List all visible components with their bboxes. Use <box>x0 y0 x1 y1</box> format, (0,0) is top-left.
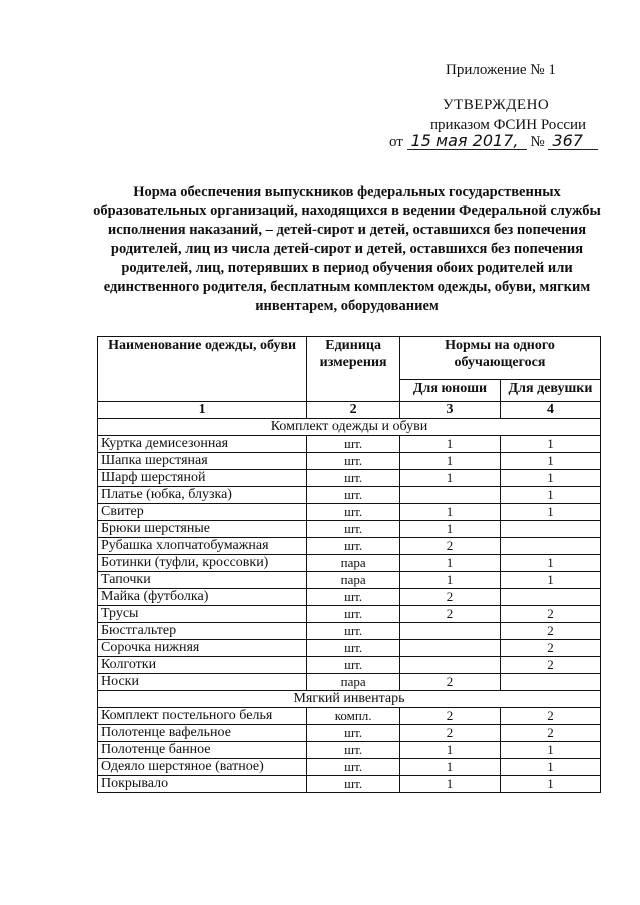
table-row <box>98 623 601 640</box>
table-row <box>98 657 601 674</box>
norm-girls <box>501 674 601 691</box>
item-name: Шарф шерстяной <box>98 470 307 487</box>
norm-girls: 1 <box>501 742 601 759</box>
table-row <box>98 776 601 793</box>
section-row-soft <box>98 691 601 708</box>
item-name: Тапочки <box>98 572 307 589</box>
item-name: Майка (футболка) <box>98 589 307 606</box>
item-unit: пара <box>307 555 400 572</box>
norm-girls: 2 <box>501 623 601 640</box>
norm-boys: 1 <box>400 521 501 538</box>
item-name: Брюки шерстяные <box>98 521 307 538</box>
header-name: Наименование одежды, обуви <box>98 337 307 402</box>
norms-table <box>97 336 601 793</box>
norm-girls: 2 <box>501 725 601 742</box>
item-unit: шт. <box>307 623 400 640</box>
appendix-label: Приложение № 1 <box>446 62 556 78</box>
item-unit: шт. <box>307 453 400 470</box>
header-girls: Для девушки <box>501 379 601 401</box>
table-row <box>98 606 601 623</box>
item-unit: шт. <box>307 657 400 674</box>
column-number: 3 <box>400 402 501 419</box>
section-title-soft: Мягкий инвентарь <box>98 691 601 708</box>
norm-girls: 2 <box>501 606 601 623</box>
norm-boys: 1 <box>400 759 501 776</box>
norm-girls: 1 <box>501 504 601 521</box>
item-unit: шт. <box>307 521 400 538</box>
norm-girls: 1 <box>501 759 601 776</box>
item-unit: шт. <box>307 589 400 606</box>
section-row-clothing <box>98 419 601 436</box>
item-unit: шт. <box>307 640 400 657</box>
item-name: Одеяло шерстяное (ватное) <box>98 759 307 776</box>
section-title-clothing: Комплект одежды и обуви <box>98 419 601 436</box>
norm-girls: 1 <box>501 453 601 470</box>
order-date-line <box>389 133 598 151</box>
header-row <box>98 337 601 380</box>
item-name: Свитер <box>98 504 307 521</box>
norm-boys <box>400 657 501 674</box>
table-row <box>98 521 601 538</box>
column-number: 4 <box>501 402 601 419</box>
item-name: Покрывало <box>98 776 307 793</box>
item-name: Бюстгальтер <box>98 623 307 640</box>
norm-boys: 2 <box>400 606 501 623</box>
item-unit: шт. <box>307 759 400 776</box>
item-unit: пара <box>307 674 400 691</box>
table-row <box>98 640 601 657</box>
norm-boys <box>400 623 501 640</box>
norm-boys: 1 <box>400 572 501 589</box>
norm-boys: 1 <box>400 742 501 759</box>
norm-boys: 1 <box>400 555 501 572</box>
item-unit: шт. <box>307 487 400 504</box>
header-boys: Для юноши <box>400 379 501 401</box>
item-name: Комплект постельного белья <box>98 708 307 725</box>
column-number-row <box>98 402 601 419</box>
norm-boys: 1 <box>400 470 501 487</box>
order-label: приказом ФСИН России <box>430 117 587 133</box>
norm-girls <box>501 589 601 606</box>
table-row <box>98 555 601 572</box>
column-number: 1 <box>98 402 307 419</box>
norm-girls: 2 <box>501 640 601 657</box>
item-unit: шт. <box>307 776 400 793</box>
table-row <box>98 504 601 521</box>
item-name: Колготки <box>98 657 307 674</box>
item-name: Сорочка нижняя <box>98 640 307 657</box>
approved-label: УТВЕРЖДЕНО <box>443 97 550 113</box>
item-unit: компл. <box>307 708 400 725</box>
item-name: Шапка шерстяная <box>98 453 307 470</box>
norm-boys: 1 <box>400 436 501 453</box>
header-norms: Нормы на одного обучающегося <box>400 337 601 380</box>
column-number: 2 <box>307 402 400 419</box>
item-unit: шт. <box>307 436 400 453</box>
header-unit: Единица измерения <box>307 337 400 402</box>
table-row <box>98 742 601 759</box>
table-row <box>98 589 601 606</box>
item-name: Ботинки (туфли, кроссовки) <box>98 555 307 572</box>
norm-girls: 1 <box>501 470 601 487</box>
table-row <box>98 538 601 555</box>
item-unit: шт. <box>307 742 400 759</box>
item-unit: шт. <box>307 470 400 487</box>
norm-girls <box>501 538 601 555</box>
approval-header <box>0 0 640 160</box>
norm-girls: 1 <box>501 436 601 453</box>
document-title: Норма обеспечения выпускников федеральных государственных образовательных организаций, находящихся в ведении Федеральной службы исполнения наказаний, – детей-сирот и детей, оставшихся без попечения родителей, лиц из числа детей-сирот и детей, оставшихся без попечения родителей, лиц, потерявших в период обучения обоих родителей или единственного родителя, бесплатным комплектом одежды, обуви, мягким инвентарем, оборудованием <box>93 184 601 314</box>
item-name: Носки <box>98 674 307 691</box>
norm-girls <box>501 521 601 538</box>
norm-girls: 1 <box>501 487 601 504</box>
norm-boys: 1 <box>400 453 501 470</box>
item-unit: пара <box>307 572 400 589</box>
item-name: Платье (юбка, блузка) <box>98 487 307 504</box>
item-name: Полотенце вафельное <box>98 725 307 742</box>
norm-boys: 2 <box>400 538 501 555</box>
table-row <box>98 708 601 725</box>
norm-boys: 2 <box>400 708 501 725</box>
norm-girls: 1 <box>501 572 601 589</box>
norm-boys: 2 <box>400 674 501 691</box>
norm-girls: 2 <box>501 708 601 725</box>
table-row <box>98 453 601 470</box>
norm-boys: 1 <box>400 776 501 793</box>
item-name: Трусы <box>98 606 307 623</box>
handwritten-number: 367 <box>548 133 598 150</box>
table-row <box>98 759 601 776</box>
norm-girls: 1 <box>501 776 601 793</box>
norm-girls: 1 <box>501 555 601 572</box>
item-name: Рубашка хлопчатобумажная <box>98 538 307 555</box>
table-row <box>98 487 601 504</box>
item-name: Куртка демисезонная <box>98 436 307 453</box>
norm-boys: 1 <box>400 504 501 521</box>
table-row <box>98 674 601 691</box>
norm-boys: 2 <box>400 725 501 742</box>
number-label: № <box>530 134 545 150</box>
table-row <box>98 470 601 487</box>
handwritten-date: 15 мая 2017, <box>407 133 527 150</box>
item-unit: шт. <box>307 725 400 742</box>
item-unit: шт. <box>307 538 400 555</box>
item-name: Полотенце банное <box>98 742 307 759</box>
table-row <box>98 725 601 742</box>
norm-girls: 2 <box>501 657 601 674</box>
norm-boys <box>400 640 501 657</box>
norm-boys <box>400 487 501 504</box>
from-label: от <box>389 134 403 150</box>
item-unit: шт. <box>307 606 400 623</box>
table-row <box>98 436 601 453</box>
item-unit: шт. <box>307 504 400 521</box>
table-row <box>98 572 601 589</box>
norm-boys: 2 <box>400 589 501 606</box>
